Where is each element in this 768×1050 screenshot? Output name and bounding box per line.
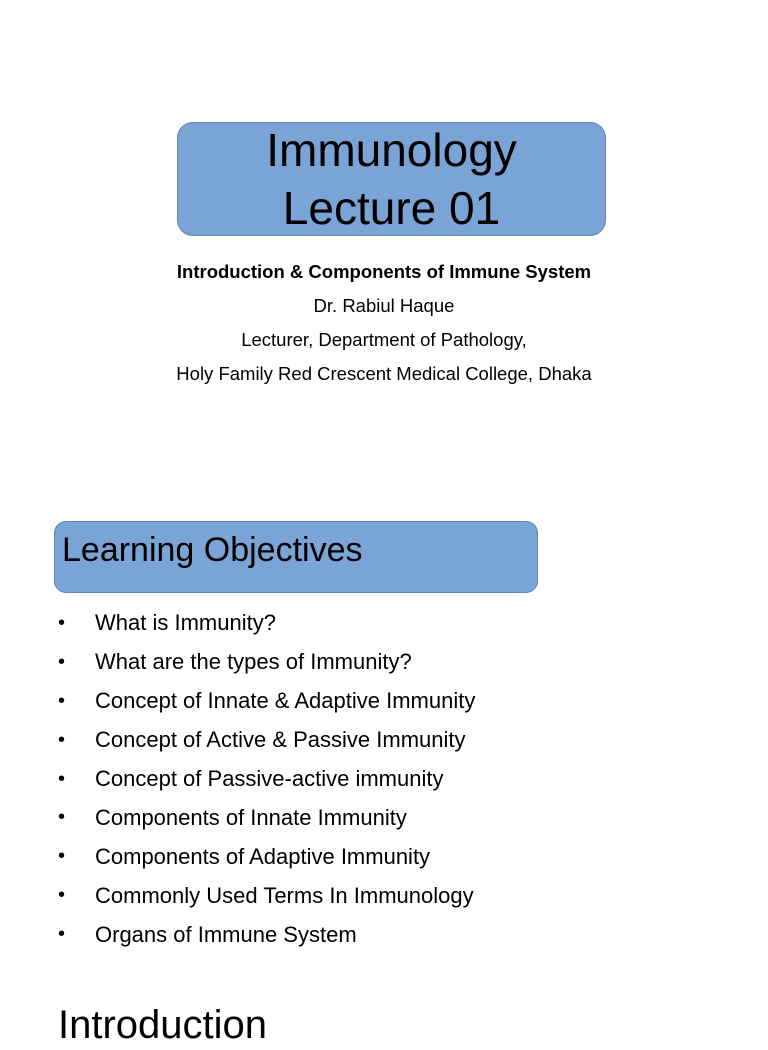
list-item — [58, 837, 475, 876]
bullet-icon: • — [58, 650, 66, 673]
objectives-list — [58, 604, 475, 954]
lecture-subtitle: Introduction & Components of Immune System — [176, 261, 592, 282]
bullet-icon: • — [58, 689, 66, 712]
objective-text: Organs of Immune System — [95, 921, 357, 947]
objective-text: What are the types of Immunity? — [95, 649, 412, 675]
author-institution: Holy Family Red Crescent Medical College, Dhaka — [176, 363, 592, 384]
learning-objectives-title: Learning Objectives — [62, 531, 363, 569]
bullet-icon: • — [58, 728, 66, 751]
introduction-heading: Introduction — [58, 1003, 268, 1047]
lecture-info — [0, 255, 768, 391]
list-item — [58, 798, 475, 837]
objective-text: Concept of Passive-active immunity — [95, 766, 444, 791]
list-item — [58, 682, 475, 721]
bullet-icon: • — [58, 767, 66, 790]
title-line-2: Lecture 01 — [282, 182, 501, 234]
bullet-icon: • — [58, 611, 66, 634]
bullet-icon: • — [58, 806, 66, 829]
title-line-1: Immunology — [266, 124, 517, 176]
objective-text: Concept of Active & Passive Immunity — [95, 727, 466, 753]
objective-text: Concept of Innate & Adaptive Immunity — [95, 688, 476, 714]
objective-text: Commonly Used Terms In Immunology — [95, 882, 474, 908]
list-item — [58, 915, 475, 954]
author-position: Lecturer, Department of Pathology, — [241, 329, 527, 350]
lecture-title-box — [177, 122, 606, 236]
bullet-icon: • — [58, 884, 66, 907]
objective-text: Components of Adaptive Immunity — [95, 843, 431, 869]
learning-objectives-heading-box — [54, 521, 538, 593]
objective-text: What is Immunity? — [95, 610, 276, 636]
objective-text: Components of Innate Immunity — [95, 804, 407, 830]
bullet-icon: • — [58, 845, 66, 868]
list-item — [58, 643, 475, 682]
list-item — [58, 604, 475, 643]
author-name: Dr. Rabiul Haque — [313, 295, 455, 316]
list-item — [58, 876, 475, 915]
list-item — [58, 721, 475, 760]
bullet-icon: • — [58, 923, 66, 946]
list-item — [58, 760, 475, 799]
